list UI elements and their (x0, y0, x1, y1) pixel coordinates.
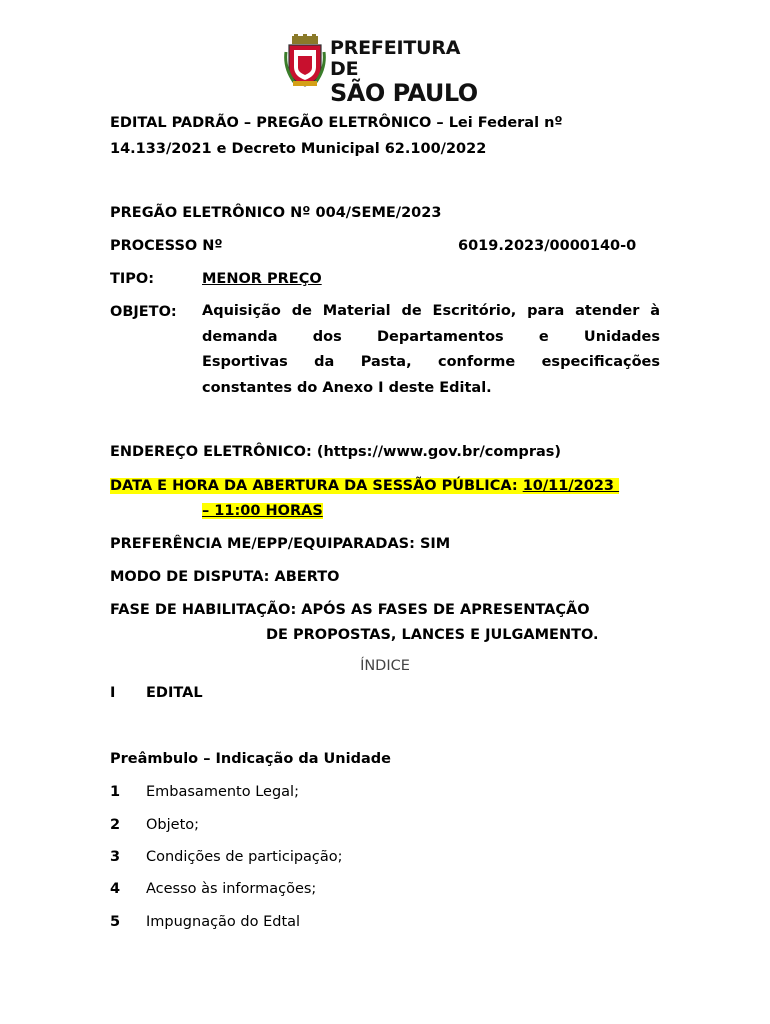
objeto-line: Esportivas da Pasta, conforme especificações (202, 354, 660, 370)
data-hora-time: – 11:00 HORAS (202, 503, 323, 519)
data-hora-line2 (202, 503, 323, 519)
logo-line1: PREFEITURA DE (330, 37, 461, 80)
prefeitura-logo (284, 34, 490, 107)
preambulo: Preâmbulo – Indicação da Unidade (110, 751, 391, 767)
fase-habilitacao-line2: DE PROPOSTAS, LANCES E JULGAMENTO. (266, 627, 599, 643)
list-item-number: 5 (110, 914, 121, 930)
edital-title-line2: 14.133/2021 e Decreto Municipal 62.100/2022 (110, 141, 487, 157)
logo-text (330, 38, 490, 106)
list-item: Embasamento Legal; (146, 784, 299, 800)
endereco-eletronico: ENDEREÇO ELETRÔNICO: (https://www.gov.br/compras) (110, 444, 562, 460)
modo-disputa: MODO DE DISPUTA: ABERTO (110, 569, 340, 585)
edital-title-line1: EDITAL PADRÃO – PREGÃO ELETRÔNICO – Lei Federal nº (110, 115, 563, 131)
objeto-label: OBJETO: (110, 304, 177, 320)
pregao-number: PREGÃO ELETRÔNICO Nº 004/SEME/2023 (110, 205, 442, 221)
processo-value: 6019.2023/0000140-0 (458, 238, 637, 254)
list-item-number: 1 (110, 784, 121, 800)
data-hora-date: 10/11/2023 (522, 478, 614, 494)
section-title: EDITAL (146, 685, 203, 701)
objeto-line: constantes do Anexo I deste Edital. (202, 379, 492, 396)
objeto-text (202, 299, 660, 401)
objeto-line: demanda dos Departamentos e Unidades (202, 328, 660, 345)
data-hora-line1 (110, 478, 619, 494)
list-item-number: 3 (110, 849, 121, 865)
objeto-line: Aquisição de Material de Escritório, para atender à (202, 303, 660, 319)
list-item: Acesso às informações; (146, 881, 317, 897)
fase-habilitacao-line1: FASE DE HABILITAÇÃO: APÓS AS FASES DE APRESENTAÇÃO (110, 602, 590, 618)
list-item-number: 4 (110, 881, 121, 897)
tipo-value: MENOR PREÇO (202, 271, 322, 287)
processo-label: PROCESSO Nº (110, 238, 223, 254)
preferencia: PREFERÊNCIA ME/EPP/EQUIPARADAS: SIM (110, 536, 451, 552)
list-item: Condições de participação; (146, 849, 343, 865)
tipo-label: TIPO: (110, 271, 155, 287)
logo-line2: SÃO PAULO (330, 79, 478, 107)
data-hora-label: DATA E HORA DA ABERTURA DA SESSÃO PÚBLICA: (110, 478, 518, 494)
coat-of-arms-icon (284, 34, 326, 88)
section-number: I (110, 685, 116, 701)
indice-title: ÍNDICE (360, 658, 410, 674)
list-item-number: 2 (110, 817, 121, 833)
list-item: Objeto; (146, 817, 200, 833)
list-item: Impugnação do Edtal (146, 914, 301, 930)
